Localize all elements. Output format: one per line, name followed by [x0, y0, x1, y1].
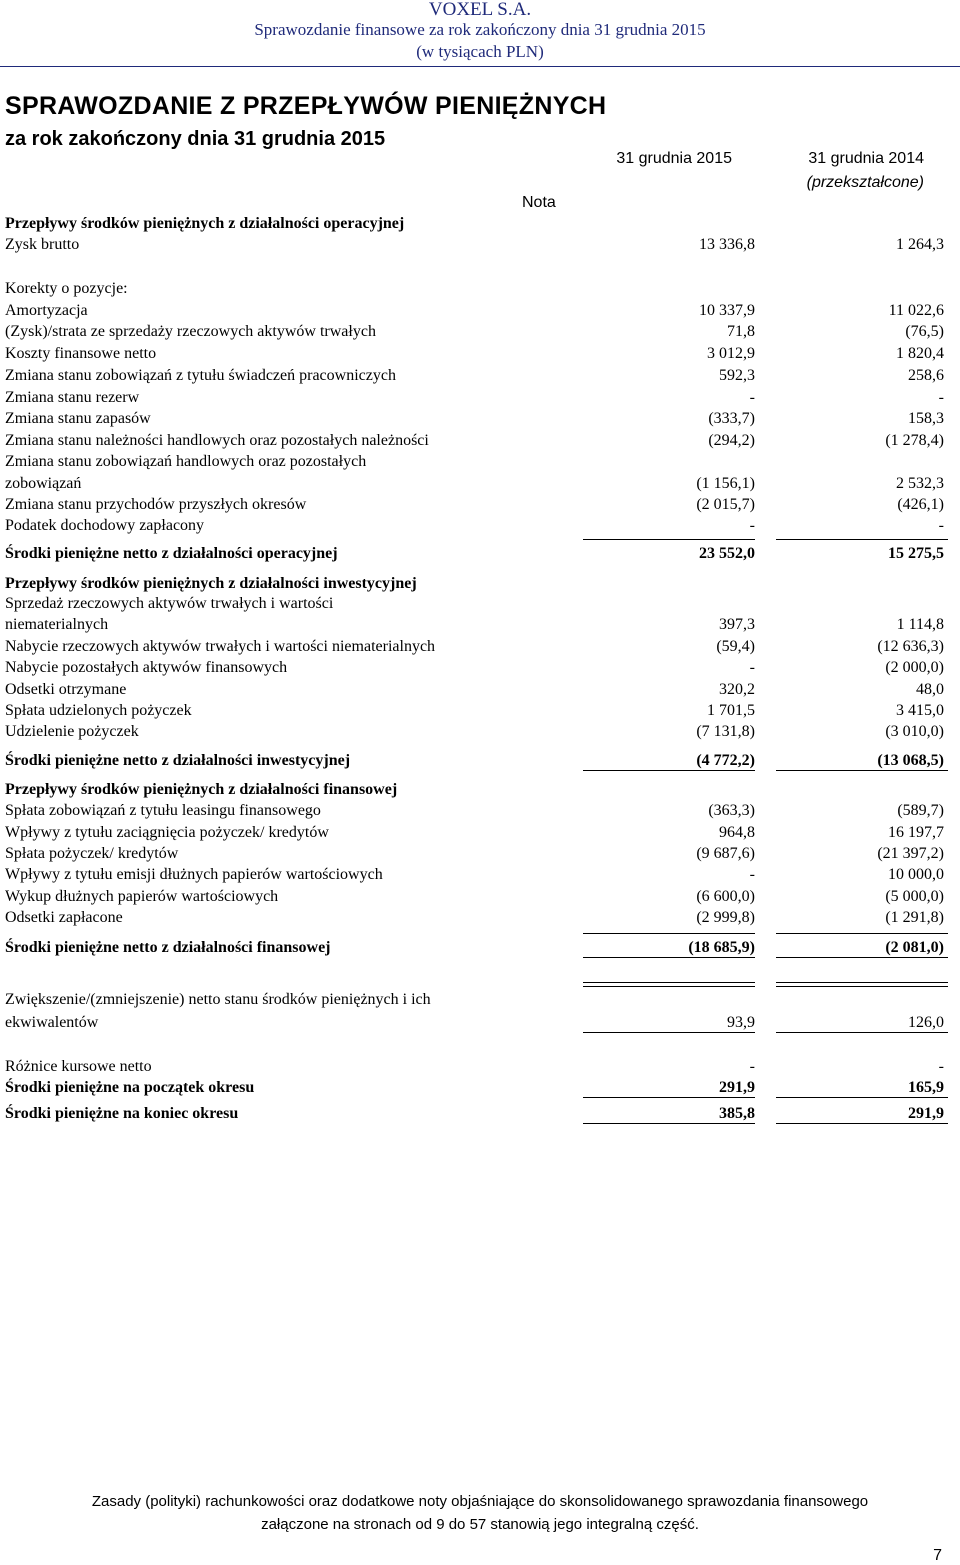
table-row: [0, 1012, 960, 1034]
value-2015: (18 685,9): [688, 939, 755, 956]
value-2015: 23 552,0: [699, 545, 755, 562]
table-row: [0, 1077, 960, 1099]
value-2015: (59,4): [716, 638, 755, 655]
value-2015: (363,3): [708, 802, 755, 819]
total-underline: [583, 1123, 755, 1124]
value-2014: 258,6: [908, 367, 944, 384]
value-2014: (12 636,3): [877, 638, 944, 655]
value-2014: -: [938, 1058, 944, 1075]
table-row: [0, 515, 960, 537]
column-header-2014-note: (przekształcone): [806, 174, 924, 191]
value-2014: 48,0: [916, 681, 944, 698]
row-label: niematerialnych: [5, 616, 109, 633]
value-2015: (333,7): [708, 410, 755, 427]
total-underline: [776, 982, 948, 983]
row-label: Sprzedaż rzeczowych aktywów trwałych i wartości: [5, 595, 334, 612]
value-2014: 126,0: [908, 1014, 944, 1031]
value-2014: (13 068,5): [877, 752, 944, 769]
value-2014: (2 081,0): [885, 939, 944, 956]
row-label: Nabycie pozostałych aktywów finansowych: [5, 659, 288, 676]
row-label: Amortyzacja: [5, 302, 88, 319]
row-label: (Zysk)/strata ze sprzedaży rzeczowych aktywów trwałych: [5, 323, 376, 340]
value-2015: 71,8: [727, 323, 755, 340]
table-row: [0, 843, 960, 865]
value-2015: -: [749, 659, 755, 676]
value-2015: 291,9: [719, 1079, 755, 1096]
footer-note-line2: załączone na stronach od 9 do 57 stanowią jego integralną część.: [261, 1516, 699, 1533]
row-label: zobowiązań: [5, 475, 82, 492]
row-label: Przepływy środków pieniężnych z działalności inwestycyjnej: [5, 575, 417, 592]
table-row: [0, 750, 960, 772]
row-label: Przepływy środków pieniężnych z działalności finansowej: [5, 781, 398, 798]
table-row: [0, 679, 960, 701]
row-label: Korekty o pozycje:: [5, 280, 128, 297]
value-2014: (76,5): [905, 323, 944, 340]
row-label: ekwiwalentów: [5, 1014, 99, 1031]
row-label: Podatek dochodowy zapłacony: [5, 517, 205, 534]
row-label: Środki pieniężne na początek okresu: [5, 1079, 255, 1096]
value-2015: -: [749, 866, 755, 883]
value-2014: (3 010,0): [885, 723, 944, 740]
row-label: Wpływy z tytułu zaciągnięcia pożyczek/ kredytów: [5, 824, 329, 841]
table-row: [0, 321, 960, 343]
value-2015: (4 772,2): [696, 752, 755, 769]
table-row: [0, 937, 960, 959]
row-label: Odsetki otrzymane: [5, 681, 127, 698]
total-underline: [583, 1097, 755, 1098]
table-row: [0, 721, 960, 743]
table-row: [0, 657, 960, 679]
row-label: Spłata zobowiązań z tytułu leasingu finansowego: [5, 802, 321, 819]
table-row: [0, 473, 960, 495]
row-label: Środki pieniężne na koniec okresu: [5, 1105, 239, 1122]
total-underline: [776, 957, 948, 958]
column-header-2014: 31 grudnia 2014: [808, 150, 924, 167]
table-row: [0, 573, 960, 595]
total-underline: [776, 986, 948, 987]
value-2014: 1 264,3: [896, 236, 944, 253]
value-2015: 964,8: [719, 824, 755, 841]
value-2014: 1 114,8: [896, 616, 944, 633]
total-underline: [583, 986, 755, 987]
table-row: [0, 989, 960, 1011]
row-label: Udzielenie pożyczek: [5, 723, 139, 740]
table-row: [0, 800, 960, 822]
table-row: [0, 822, 960, 844]
table-row: [0, 1056, 960, 1078]
value-2015: (2 015,7): [696, 496, 755, 513]
total-underline: [776, 1123, 948, 1124]
row-label: Odsetki zapłacone: [5, 909, 123, 926]
header-divider: [0, 66, 960, 67]
value-2014: 2 532,3: [896, 475, 944, 492]
value-2014: (1 278,4): [885, 432, 944, 449]
total-underline: [583, 933, 755, 934]
value-2014: 16 197,7: [888, 824, 944, 841]
value-2014: -: [938, 389, 944, 406]
report-title: Sprawozdanie finansowe za rok zakończony dnia 31 grudnia 2015: [254, 20, 706, 39]
row-label: Zmiana stanu zobowiązań z tytułu świadczeń pracowniczych: [5, 367, 396, 384]
value-2015: (7 131,8): [696, 723, 755, 740]
value-2015: (294,2): [708, 432, 755, 449]
table-row: [0, 408, 960, 430]
row-label: Środki pieniężne netto z działalności finansowej: [5, 939, 331, 956]
row-label: Zmiana stanu przychodów przyszłych okresów: [5, 496, 307, 513]
table-row: [0, 593, 960, 615]
value-2015: (1 156,1): [696, 475, 755, 492]
row-label: Zmiana stanu należności handlowych oraz pozostałych należności: [5, 432, 429, 449]
row-label: Wykup dłużnych papierów wartościowych: [5, 888, 279, 905]
company-name: VOXEL S.A.: [428, 0, 532, 20]
table-row: [0, 700, 960, 722]
value-2015: -: [749, 517, 755, 534]
value-2015: (2 999,8): [696, 909, 755, 926]
value-2015: 3 012,9: [707, 345, 755, 362]
table-row: [0, 365, 960, 387]
row-label: Zmiana stanu zapasów: [5, 410, 151, 427]
value-2015: -: [749, 1058, 755, 1075]
table-row: [0, 907, 960, 929]
table-row: [0, 451, 960, 473]
value-2015: (6 600,0): [696, 888, 755, 905]
total-underline: [776, 1097, 948, 1098]
table-row: [0, 779, 960, 801]
page-subtitle: za rok zakończony dnia 31 grudnia 2015: [5, 128, 386, 150]
value-2014: 165,9: [908, 1079, 944, 1096]
table-row: [0, 430, 960, 452]
table-row: [0, 864, 960, 886]
table-row: [0, 300, 960, 322]
table-row: [0, 543, 960, 565]
row-label: Przepływy środków pieniężnych z działalności operacyjnej: [5, 215, 405, 232]
table-row: [0, 494, 960, 516]
column-header-nota: Nota: [522, 194, 556, 211]
value-2014: (589,7): [897, 802, 944, 819]
row-label: Zmiana stanu zobowiązań handlowych oraz pozostałych: [5, 453, 367, 470]
value-2015: 1 701,5: [707, 702, 755, 719]
total-underline: [776, 539, 948, 540]
table-row: [0, 343, 960, 365]
value-2014: 3 415,0: [896, 702, 944, 719]
value-2014: -: [938, 517, 944, 534]
value-2015: -: [749, 389, 755, 406]
row-label: Spłata pożyczek/ kredytów: [5, 845, 179, 862]
value-2015: 592,3: [719, 367, 755, 384]
table-row: [0, 614, 960, 636]
row-label: Zmiana stanu rezerw: [5, 389, 140, 406]
row-label: Środki pieniężne netto z działalności operacyjnej: [5, 545, 338, 562]
page-number: 7: [933, 1547, 942, 1564]
table-row: [0, 213, 960, 235]
value-2015: 13 336,8: [699, 236, 755, 253]
value-2015: 385,8: [719, 1105, 755, 1122]
value-2014: 1 820,4: [896, 345, 944, 362]
row-label: Zysk brutto: [5, 236, 80, 253]
value-2014: (426,1): [897, 496, 944, 513]
value-2014: (5 000,0): [885, 888, 944, 905]
row-label: Koszty finansowe netto: [5, 345, 157, 362]
total-underline: [776, 770, 948, 771]
column-header-2015: 31 grudnia 2015: [616, 150, 732, 167]
row-label: Nabycie rzeczowych aktywów trwałych i wartości niematerialnych: [5, 638, 436, 655]
row-label: Środki pieniężne netto z działalności inwestycyjnej: [5, 752, 351, 769]
row-label: Wpływy z tytułu emisji dłużnych papierów wartościowych: [5, 866, 383, 883]
table-row: [0, 278, 960, 300]
total-underline: [776, 1032, 948, 1033]
value-2014: (2 000,0): [885, 659, 944, 676]
page-title: SPRAWOZDANIE Z PRZEPŁYWÓW PIENIĘŻNYCH: [5, 92, 607, 120]
value-2015: 93,9: [727, 1014, 755, 1031]
currency-unit: (w tysiącach PLN): [416, 42, 544, 61]
value-2015: 397,3: [719, 616, 755, 633]
value-2014: 11 022,6: [888, 302, 944, 319]
value-2014: (1 291,8): [885, 909, 944, 926]
value-2014: 10 000,0: [888, 866, 944, 883]
total-underline: [583, 770, 755, 771]
total-underline: [776, 933, 948, 934]
value-2015: (9 687,6): [696, 845, 755, 862]
table-row: [0, 886, 960, 908]
total-underline: [583, 1032, 755, 1033]
value-2014: 15 275,5: [888, 545, 944, 562]
table-row: [0, 234, 960, 256]
value-2014: 158,3: [908, 410, 944, 427]
total-underline: [583, 957, 755, 958]
row-label: Spłata udzielonych pożyczek: [5, 702, 192, 719]
total-underline: [583, 539, 755, 540]
value-2014: (21 397,2): [877, 845, 944, 862]
table-row: [0, 636, 960, 658]
value-2015: 10 337,9: [699, 302, 755, 319]
table-row: [0, 1103, 960, 1125]
value-2014: 291,9: [908, 1105, 944, 1122]
total-underline: [583, 982, 755, 983]
row-label: Różnice kursowe netto: [5, 1058, 152, 1075]
table-row: [0, 387, 960, 409]
row-label: Zwiększenie/(zmniejszenie) netto stanu środków pieniężnych i ich: [5, 991, 431, 1008]
value-2015: 320,2: [719, 681, 755, 698]
footer-note-line1: Zasady (polityki) rachunkowości oraz dodatkowe noty objaśniające do skonsolidowanego sprawozdania finansowego: [91, 1493, 869, 1510]
